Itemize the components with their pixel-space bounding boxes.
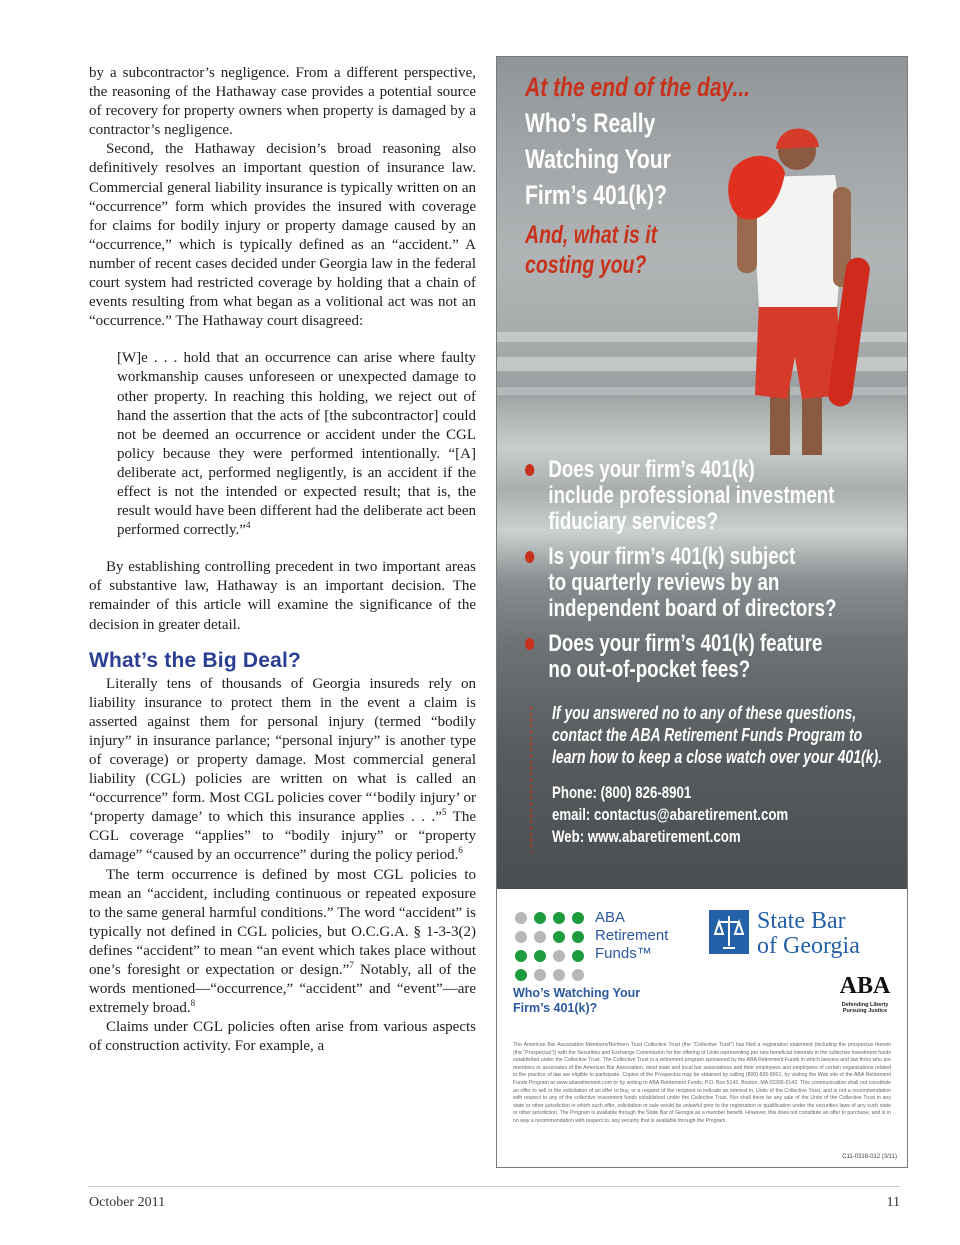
logo-dot [553,969,565,981]
paragraph: Claims under CGL policies often arise from various aspects of construction activity. For example, a [89,1019,476,1055]
email-link[interactable]: email: contactus@abaretirement.com [552,805,789,824]
logo-dot [572,969,584,981]
bullet-icon [525,464,534,476]
section-heading: What’s the Big Deal? [89,648,302,672]
bullet-icon [525,551,534,563]
lifeguard-photo [497,57,907,889]
paragraph: The term occurrence is defined by most CGL policies to mean an “accident, including continuous or repeated exposure to the same general harmful conditions.” The word “accident” is typically not defined in CGL policies, but O.C.G.A. § 1-3-3(2) defines “accident” to mean “an event which takes place without one’s foresight or expectation or design.”$^7$ Notably, all of the words mentioned—“occurrence,” “accident” and “event”—are extremely broad.$^8$ [89,866,476,1017]
dotted-divider [530,707,532,852]
logo-dot [534,969,546,981]
ad-headline-line: Watching Your [525,144,671,174]
footnote-ref: 4 [245,520,251,531]
aba-logo-icon [837,971,893,997]
logo-dot [515,912,527,924]
phone-number[interactable]: Phone: (800) 826-8901 [552,783,692,802]
footnote-ref: 7 [349,960,354,971]
logo-dot [572,931,584,943]
logo-dot [553,950,565,962]
block-quote: [W]e . . . hold that an occurrence can arise where faulty workmanship causes unforeseen or unexpected damage to other property. In reaching this holding, we reject out of hand the assertion that the acts of [the subcontractor] could not be deemed an occurrence or accident under the CGL policy because they were performed intentionally. “[A] deliberate act, performed negligently, is an accident if the effect is not the intended or expected result; that is, the result would have been different had the deliberate act been performed correctly.”$^4$ [117,350,476,539]
scales-icon [709,910,749,954]
aba-tagline: Who’s Watching Your Firm’s 401(k)? [513,986,641,1015]
aba-retirement-funds-name: ABA Retirement Funds™ [595,909,669,962]
ad-question: Is your firm’s 401(k) subject to quarterly reviews by an independent board of directors? [525,544,907,622]
aba-motto: Defending Liberty Pursuing Justice [841,1002,889,1014]
retirement-funds-ad [496,56,908,1168]
footnote-ref: 8 [190,998,196,1009]
ad-question: Does your firm’s 401(k) include professional investment fiduciary services? [525,457,907,535]
paragraph: Literally tens of thousands of Georgia insureds rely on liability insurance to protect them in the event a claim is asserted against them for personal injury (termed “bodily injury” in insurance parlance; “personal injury” is another type of coverage) or property damage. Most commercial general liability (CGL) policies are written on what is called an “occurrence” form. Most CGL policies cover “‘bodily injury’ or ‘property damage’ to which this insurance applies . . .”$^5$ The CGL coverage “applies” to “bodily injury” or “property damage” “caused by an occurrence” during the policy period.$^6$ [89,675,476,864]
aba-mark-text: ABA [839,973,891,997]
logo-dot [534,950,546,962]
cta-text: If you answered no to any of these questions, contact the ABA Retirement Funds Program to learn how to keep a close watch over your 401(k). [552,703,883,767]
footnote-ref: 5 [441,807,447,818]
logo-dot [553,912,565,924]
legal-disclaimer: The American Bar Association Members/Northern Trust Collective Trust (the “Collective Trust”) has filed a registration statement (including the prospectus therein (the “Prospectus”)) with the Securities and Exchange Commission for the offering of Units representing pro rata beneficial interests in the collective investment funds established under the Collective Trust. The Collective Trust is a retirement program sponsored by the ABA Retirement Funds in which lawyers and law firms who are members or associates of the American Bar Association, most state and local bar associations and their employees and employees of certain organizations related to the practice of law are eligible to participate. Copies of the Prospectus may be obtained by calling (800) 826-8901, by visiting the Web site of the ABA Retirement Funds Program at www.abaretirement.com or by writing to ABA Retirement Funds, P.O. Box 5142, Boston, MA 02206-5142. This communication shall not constitute an offer to sell or the solicitation of an offer to buy, or a request of the recipient to indicate an interest in, Units of the Collective Trust, and is not a recommendation with respect to any of the collective investment funds established under the Collective Trust. Nor shall there be any sale of the Units of the Collective Trust in any state or other jurisdiction in which such offer, solicitation or sale would be unlawful prior to the registration or qualification under the securities laws of any such state or other jurisdiction. The Program is available through the State Bar of Georgia as a member benefit. However, this does not constitute an offer to purchase, and is in no way a recommendation with respect to, any security that is available through the Program. [513,1042,891,1124]
issue-date: October 2011 [89,1195,166,1210]
web-link[interactable]: Web: www.abaretirement.com [552,827,741,846]
logo-dot [515,931,527,943]
logo-dot [534,931,546,943]
ad-call-to-action [552,702,903,848]
bullet-icon [525,638,534,650]
ad-subhead-line: costing you? [525,251,647,279]
logo-dot [572,950,584,962]
logo-dot [534,912,546,924]
logo-dot [572,912,584,924]
article-column [89,64,476,1057]
paragraph: Second, the Hathaway decision’s broad reasoning also definitively resolves an important question of insurance law. Commercial general liability insurance is typically written on an “occurrence” form which provides the insured with coverage for claims for bodily injury or property damage caused by an “occurrence,” which is typically defined as an “accident.” A number of recent cases decided under Georgia law in the federal court system had restricted coverage by holding that a chain of events resulting from what began as a volitional act was not an “occurrence.” The Hathaway court disagreed: [89,141,476,330]
contact-info [552,782,903,848]
state-bar-seal-icon [709,910,749,954]
state-bar-of-georgia-name: State Bar of Georgia [757,908,860,959]
ad-subhead-line: And, what is it [525,221,658,249]
ad-question-list [525,457,907,692]
paragraph: by a subcontractor’s negligence. From a different perspective, the reasoning of the Hathaway case provides a potential source of recovery for property owners when property is damaged by a contractor’s negligence. [89,65,476,139]
logo-dot [515,969,527,981]
ad-headline-line: Firm’s 401(k)? [525,180,668,210]
footer-divider [88,1186,900,1187]
footnote-ref: 6 [458,845,463,856]
aba-logo [837,971,893,1014]
paragraph: By establishing controlling precedent in two important areas of substantive law, Hathaway is an important decision. The remainder of this article will examine the significance of the decision in greater detail. [89,559,476,633]
ad-headline-line: Who’s Really [525,108,656,138]
ad-question: Does your firm’s 401(k) feature no out-of-pocket fees? [525,631,907,683]
page-number: 11 [886,1195,900,1210]
logo-dot [553,931,565,943]
ad-kicker: At the end of the day... [525,72,751,102]
logo-dot [515,950,527,962]
ad-code: C11-0318-012 (3/11) [842,1154,897,1160]
